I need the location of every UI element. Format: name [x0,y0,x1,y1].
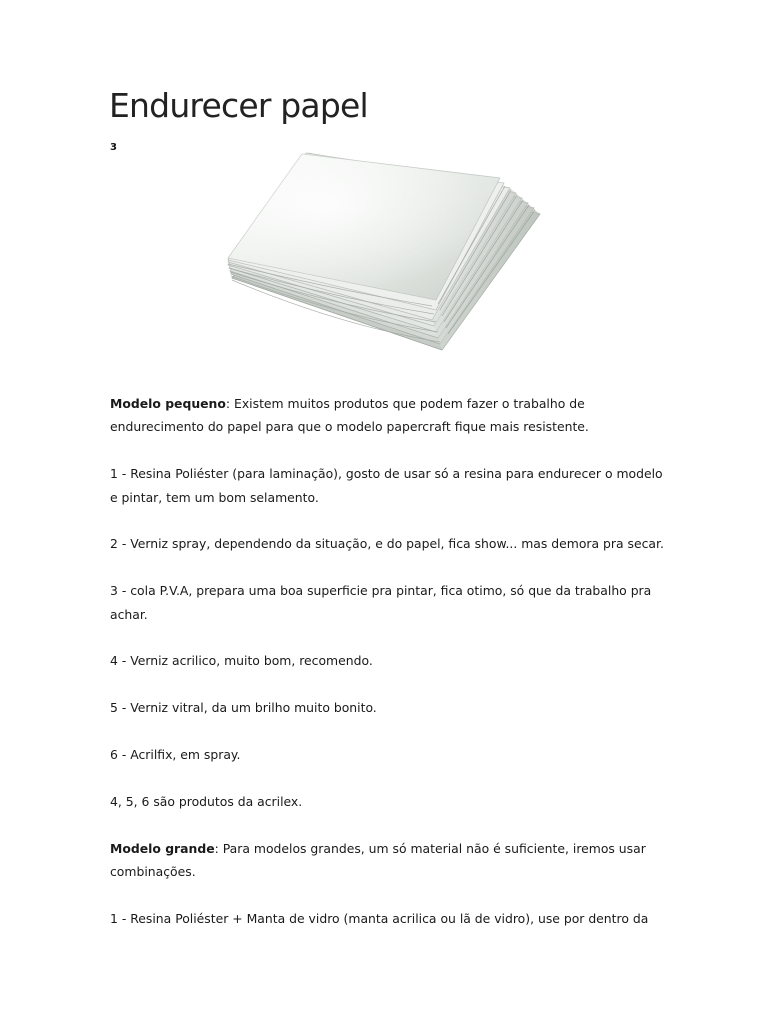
list-item: 2 - Verniz spray, dependendo da situação, e do papel, fica show... mas demora pra secar. [110,536,664,552]
page-title: Endurecer papel [109,86,368,125]
list-item: 1 - Resina Poliéster + Manta de vidro (manta acrilica ou lã de vidro), use por dentro da [110,910,649,926]
list-item: 1 - Resina Poliéster (para laminação), gosto de usar só a resina para endurecer o modelo e pintar, tem um bom selamento. [110,466,663,505]
article-body [110,392,670,954]
list-item: 6 - Acrilfix, em spray. [110,747,241,762]
page-number: 3 [110,142,117,153]
large-model-heading: Modelo grande [110,840,215,856]
paper-stack-photo [226,150,542,354]
large-model-paragraph [110,837,670,884]
small-model-paragraph [110,392,670,439]
small-model-text: : Existem muitos produtos que podem fazer o trabalho de endurecimento do papel para que o modelo papercraft fique mais resistente. [110,396,589,435]
list-item: 5 - Verniz vitral, da um brilho muito bonito. [110,700,377,716]
small-model-heading: Modelo pequeno [110,396,226,411]
list-item: 3 - cola P.V.A, prepara uma boa superficie pra pintar, fica otimo, só que da trabalho pra achar. [110,583,652,622]
large-model-text: : Para modelos grandes, um só material não é suficiente, iremos usar combinações. [110,840,646,879]
list-item: 4 - Verniz acrilico, muito bom, recomendo. [110,653,373,669]
acrilex-note: 4, 5, 6 são produtos da acrilex. [110,793,303,809]
